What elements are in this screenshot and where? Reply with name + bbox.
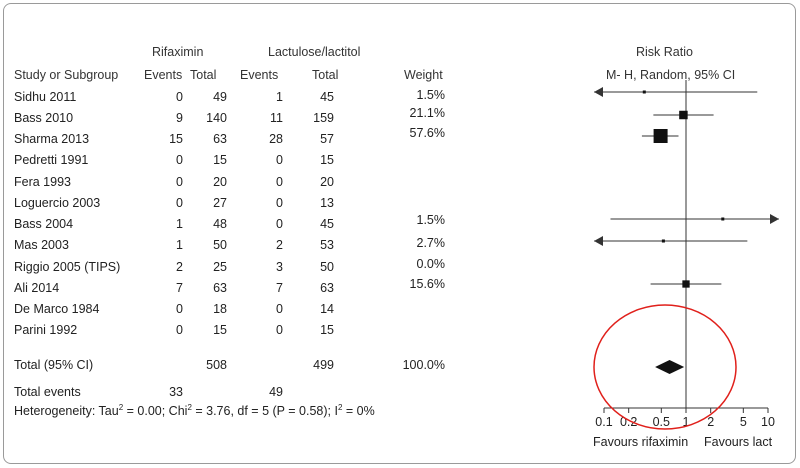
control-events: 0 [276,323,283,337]
control-total: 53 [320,238,334,252]
study-weight: 15.6% [409,277,445,291]
study-name: Mas 2003 [14,238,69,252]
experimental-events: 0 [176,90,183,104]
experimental-events: 0 [176,196,183,210]
control-events: 28 [269,132,283,146]
experimental-events: 15 [169,132,183,146]
experimental-events: 0 [176,175,183,189]
study-weight: 57.6% [409,126,445,140]
study-weight: 0.0% [416,257,445,271]
control-total: 45 [320,217,334,231]
weight-header: Weight [404,68,443,82]
pooled-diamond [655,360,684,374]
control-total: 63 [320,281,334,295]
control-events: 0 [276,196,283,210]
study-name: Pedretti 1991 [14,153,89,167]
control-total: 45 [320,90,334,104]
effect-title: Risk Ratio [636,45,693,59]
experimental-events: 1 [176,238,183,252]
total-label: Total (95% CI) [14,358,94,372]
study-weight: 21.1% [409,106,445,120]
total-experimental-events: 33 [169,385,183,399]
control-total: 50 [320,260,334,274]
experimental-total: 49 [213,90,227,104]
total-control-total: 499 [313,358,334,372]
control-events: 0 [276,217,283,231]
experimental-events: 0 [176,302,183,316]
control-total: 14 [320,302,334,316]
point-estimate [643,91,646,94]
total-weight: 100.0% [402,358,445,372]
x-tick-label: 1 [682,415,690,429]
x-tick-label: 0.1 [595,415,613,429]
control-total: 159 [313,111,334,125]
study-name: Fera 1993 [14,175,71,189]
experimental-total: 48 [213,217,227,231]
control-total: 57 [320,132,334,146]
experimental-total: 27 [213,196,227,210]
favours-left-label: Favours rifaximin [593,435,689,449]
experimental-total: 15 [213,153,227,167]
study-weight: 2.7% [416,236,445,250]
x-tick-label: 10 [761,415,775,429]
study-weight: 1.5% [416,213,445,227]
control-events-header: Events [240,68,279,82]
control-total: 13 [320,196,334,210]
experimental-total: 63 [213,281,227,295]
experimental-events: 1 [176,217,183,231]
experimental-total: 15 [213,323,227,337]
experimental-events: 7 [176,281,183,295]
point-estimate [682,280,689,287]
control-events: 0 [276,153,283,167]
ci-arrow-right [770,214,779,224]
experimental-total: 25 [213,260,227,274]
study-name: Bass 2004 [14,217,74,231]
experimental-total: 63 [213,132,227,146]
study-name: Sidhu 2011 [14,90,77,104]
experimental-events: 2 [176,260,183,274]
experimental-total: 140 [206,111,227,125]
control-events: 1 [276,90,283,104]
total-events-label: Total events [14,385,81,399]
favours-right-label: Favours lact [704,435,773,449]
experimental-events: 0 [176,323,183,337]
control-total: 20 [320,175,334,189]
experimental-total: 20 [213,175,227,189]
control-events: 7 [276,281,283,295]
control-total-header: Total [312,68,339,82]
study-name: Parini 1992 [14,323,78,337]
experimental-events: 0 [176,153,183,167]
study-name: Ali 2014 [14,281,60,295]
point-estimate [721,218,724,221]
control-events: 0 [276,302,283,316]
x-tick-label: 0.2 [619,415,638,429]
control-events: 2 [276,238,283,252]
heterogeneity-text: Heterogeneity: Tau$^2$ = 0.00; Chi$^2$ = 3.76, df = 5 (P = 0.58); $I^2 = 0\%$ [14,402,375,418]
study-name: De Marco 1984 [14,302,100,316]
total-experimental-total: 508 [206,358,227,372]
control-events: 11 [270,111,283,125]
x-tick-label: 2 [707,415,715,429]
control-total: 15 [320,153,334,167]
x-tick-label: 0.5 [652,415,671,429]
study-name: Bass 2010 [14,111,74,125]
control-events: 0 [276,175,283,189]
total-control-events: 49 [269,385,283,399]
ci-arrow-left [594,236,603,246]
study-column-header: Study or Subgroup [14,68,119,82]
x-tick-label: 5 [739,415,747,429]
experimental-events-header: Events [144,68,183,82]
control-events: 3 [276,260,283,274]
experimental-group-header: Rifaximin [152,45,204,59]
control-group-header: Lactulose/lactitol [268,45,361,59]
study-name: Loguercio 2003 [14,196,101,210]
experimental-events: 9 [176,111,183,125]
study-name: Riggio 2005 (TIPS) [14,260,121,274]
ci-arrow-left [594,87,603,97]
study-weight: 1.5% [416,88,445,102]
experimental-total: 18 [213,302,227,316]
control-total: 15 [320,323,334,337]
experimental-total-header: Total [190,68,217,82]
point-estimate [679,111,687,119]
effect-method-header: M- H, Random, 95% CI [606,68,736,82]
study-name: Sharma 2013 [14,132,90,146]
point-estimate [654,129,668,143]
point-estimate [662,239,665,242]
experimental-total: 50 [213,238,227,252]
